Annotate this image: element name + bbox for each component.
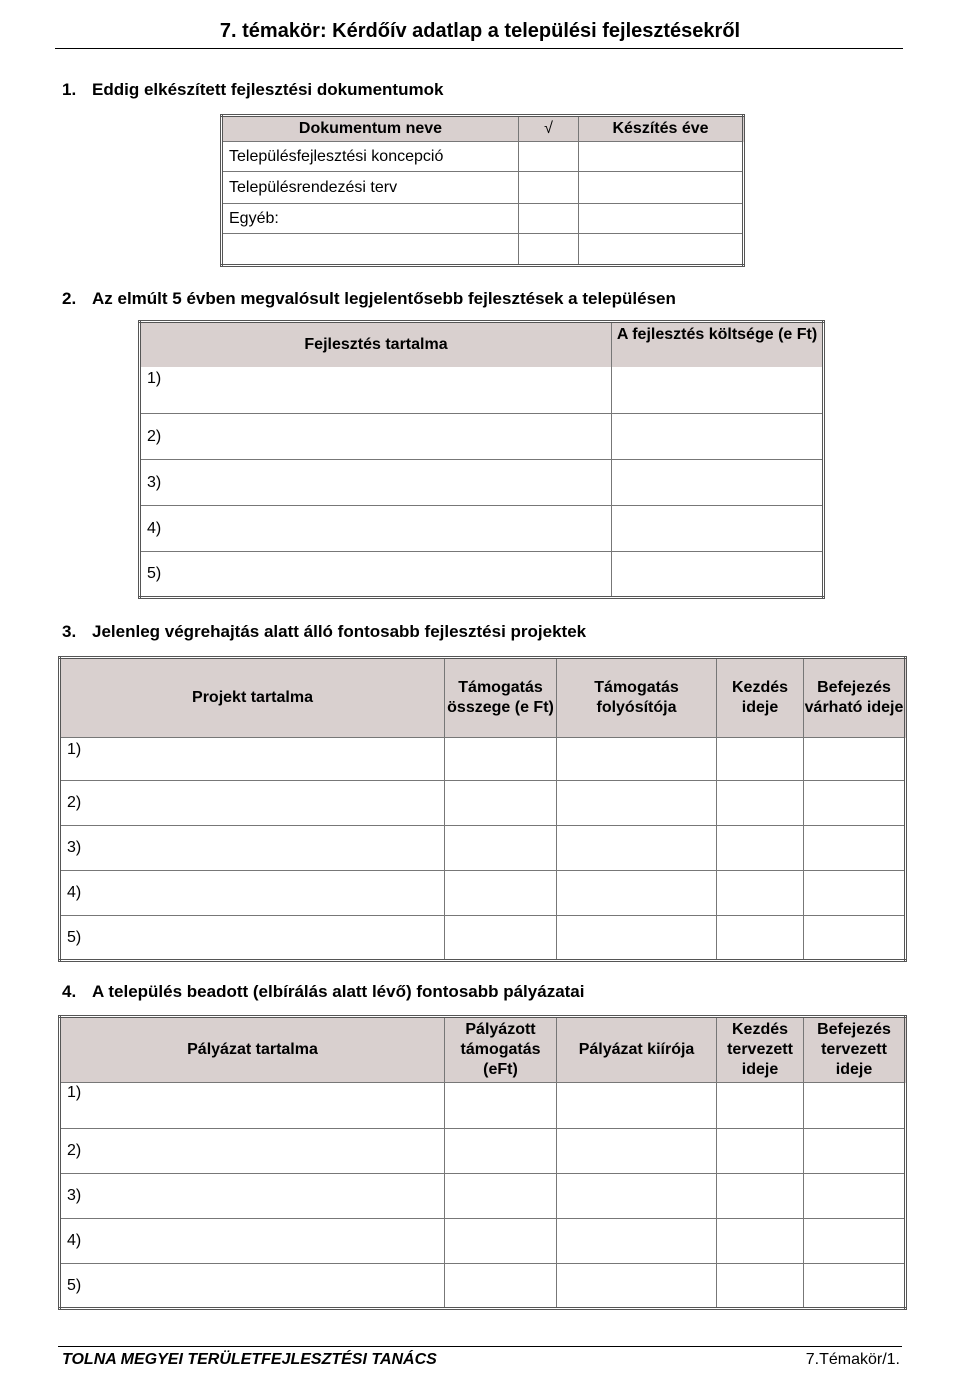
- footer-divider: [58, 1346, 902, 1347]
- start-cell[interactable]: [717, 871, 804, 916]
- end-cell[interactable]: [804, 1129, 906, 1174]
- footer-page-number: 7.Témakör/1.: [805, 1351, 900, 1368]
- header-planned-start: Kezdés tervezett ideje: [717, 1017, 804, 1083]
- amount-cell[interactable]: [445, 1083, 557, 1129]
- header-development-cost: A fejlesztés költsége (e Ft): [612, 323, 822, 367]
- section-title: Jelenleg végrehajtás alatt álló fontosabb fejlesztési projektek: [92, 622, 587, 641]
- document-name-cell[interactable]: [222, 234, 519, 266]
- year-cell[interactable]: [579, 234, 744, 266]
- amount-cell[interactable]: [445, 1219, 557, 1264]
- section-title: A település beadott (elbírálás alatt lévő) fontosabb pályázatai: [92, 982, 585, 1001]
- amount-cell[interactable]: [445, 1129, 557, 1174]
- issuer-cell[interactable]: [557, 1083, 717, 1129]
- row-number: 5): [140, 552, 612, 598]
- start-cell[interactable]: [717, 738, 804, 781]
- row-number: 4): [60, 871, 445, 916]
- section-2-heading: [62, 289, 676, 309]
- content-cell[interactable]: [60, 1083, 445, 1129]
- end-cell[interactable]: [804, 781, 906, 826]
- header-checkmark: √: [519, 116, 579, 142]
- amount-cell[interactable]: [445, 916, 557, 961]
- row-number: 2): [60, 781, 445, 826]
- documents-table: [220, 114, 745, 267]
- issuer-cell[interactable]: [557, 1264, 717, 1309]
- amount-cell[interactable]: [445, 1174, 557, 1219]
- section-number: 1.: [62, 80, 77, 99]
- applications-table: [58, 1015, 907, 1310]
- section-3-heading: [62, 622, 586, 642]
- provider-cell[interactable]: [557, 738, 717, 781]
- end-cell[interactable]: [804, 1219, 906, 1264]
- start-cell[interactable]: [717, 916, 804, 961]
- issuer-cell[interactable]: [557, 1174, 717, 1219]
- section-title: Az elmúlt 5 évben megvalósult legjelentősebb fejlesztések a településen: [92, 289, 676, 308]
- amount-cell[interactable]: [445, 738, 557, 781]
- content-column-cell[interactable]: [60, 1017, 445, 1101]
- row-number: 1): [67, 1084, 82, 1101]
- section-1-heading: [62, 80, 443, 100]
- provider-cell[interactable]: [557, 781, 717, 826]
- amount-cell[interactable]: [445, 826, 557, 871]
- section-number: 4.: [62, 982, 77, 1001]
- header-development-content: Fejlesztés tartalma: [141, 323, 611, 367]
- issuer-cell[interactable]: [557, 1219, 717, 1264]
- year-cell[interactable]: [579, 172, 744, 204]
- row-number: 4): [140, 506, 612, 552]
- section-title: Eddig elkészített fejlesztési dokumentumok: [92, 80, 444, 99]
- section-number: 2.: [62, 289, 77, 308]
- content-cell[interactable]: [60, 738, 445, 781]
- header-project-content: Projekt tartalma: [61, 659, 444, 737]
- amount-cell[interactable]: [445, 871, 557, 916]
- end-cell[interactable]: [804, 1174, 906, 1219]
- start-cell[interactable]: [717, 1129, 804, 1174]
- header-call-issuer: Pályázat kiírója: [557, 1017, 717, 1083]
- year-cell[interactable]: [579, 204, 744, 234]
- row-number: 5): [60, 916, 445, 961]
- document-name-cell: Egyéb:: [222, 204, 519, 234]
- issuer-cell[interactable]: [557, 1129, 717, 1174]
- cost-cell[interactable]: [612, 552, 824, 598]
- projects-table: [58, 656, 907, 962]
- title-divider: [55, 48, 903, 49]
- content-column-cell[interactable]: [60, 658, 445, 758]
- cost-column-cell[interactable]: [612, 322, 824, 414]
- end-cell[interactable]: [804, 916, 906, 961]
- checkmark-cell[interactable]: [519, 234, 579, 266]
- row-number: 5): [60, 1264, 445, 1309]
- row-number: 2): [140, 414, 612, 460]
- section-number: 3.: [62, 622, 77, 641]
- header-planned-end: Befejezés tervezett ideje: [804, 1017, 906, 1083]
- document-name-cell: Településfejlesztési koncepció: [222, 142, 519, 172]
- start-cell[interactable]: [717, 781, 804, 826]
- header-year: Készítés éve: [579, 116, 744, 142]
- row-number: 4): [60, 1219, 445, 1264]
- start-cell[interactable]: [717, 1174, 804, 1219]
- end-cell[interactable]: [804, 738, 906, 781]
- row-number: 1): [147, 370, 162, 387]
- header-expected-end-date: Befejezés várható ideje: [804, 658, 906, 738]
- row-number: 3): [60, 1174, 445, 1219]
- footer-organization: TOLNA MEGYEI TERÜLETFEJLESZTÉSI TANÁCS: [62, 1351, 437, 1368]
- header-start-date: Kezdés ideje: [717, 658, 804, 738]
- content-column-cell[interactable]: [140, 322, 612, 414]
- header-application-content: Pályázat tartalma: [61, 1018, 444, 1082]
- developments-table: [138, 320, 825, 599]
- row-number: 2): [60, 1129, 445, 1174]
- cost-cell[interactable]: [612, 506, 824, 552]
- start-cell[interactable]: [717, 1083, 804, 1129]
- row-number: 1): [67, 741, 82, 758]
- header-support-amount: Támogatás összege (e Ft): [445, 658, 557, 738]
- provider-cell[interactable]: [557, 826, 717, 871]
- cost-cell[interactable]: [612, 460, 824, 506]
- start-cell[interactable]: [717, 1219, 804, 1264]
- header-requested-support: Pályázott támogatás (eFt): [445, 1017, 557, 1083]
- header-support-provider: Támogatás folyósítója: [557, 658, 717, 738]
- provider-cell[interactable]: [557, 871, 717, 916]
- provider-cell[interactable]: [557, 916, 717, 961]
- end-cell[interactable]: [804, 1083, 906, 1129]
- year-cell[interactable]: [579, 142, 744, 172]
- cost-cell[interactable]: [612, 414, 824, 460]
- row-number: 3): [140, 460, 612, 506]
- amount-cell[interactable]: [445, 781, 557, 826]
- amount-cell[interactable]: [445, 1264, 557, 1309]
- section-4-heading: [62, 982, 585, 1002]
- end-cell[interactable]: [804, 1264, 906, 1309]
- start-cell[interactable]: [717, 826, 804, 871]
- document-name-cell: Településrendezési terv: [222, 172, 519, 204]
- checkmark-cell[interactable]: [519, 204, 579, 234]
- end-cell[interactable]: [804, 826, 906, 871]
- end-cell[interactable]: [804, 871, 906, 916]
- header-document-name: Dokumentum neve: [222, 116, 519, 142]
- checkmark-cell[interactable]: [519, 142, 579, 172]
- start-cell[interactable]: [717, 1264, 804, 1309]
- page-title: 7. témakör: Kérdőív adatlap a települési fejlesztésekről: [219, 20, 741, 42]
- row-number: 3): [60, 826, 445, 871]
- checkmark-cell[interactable]: [519, 172, 579, 204]
